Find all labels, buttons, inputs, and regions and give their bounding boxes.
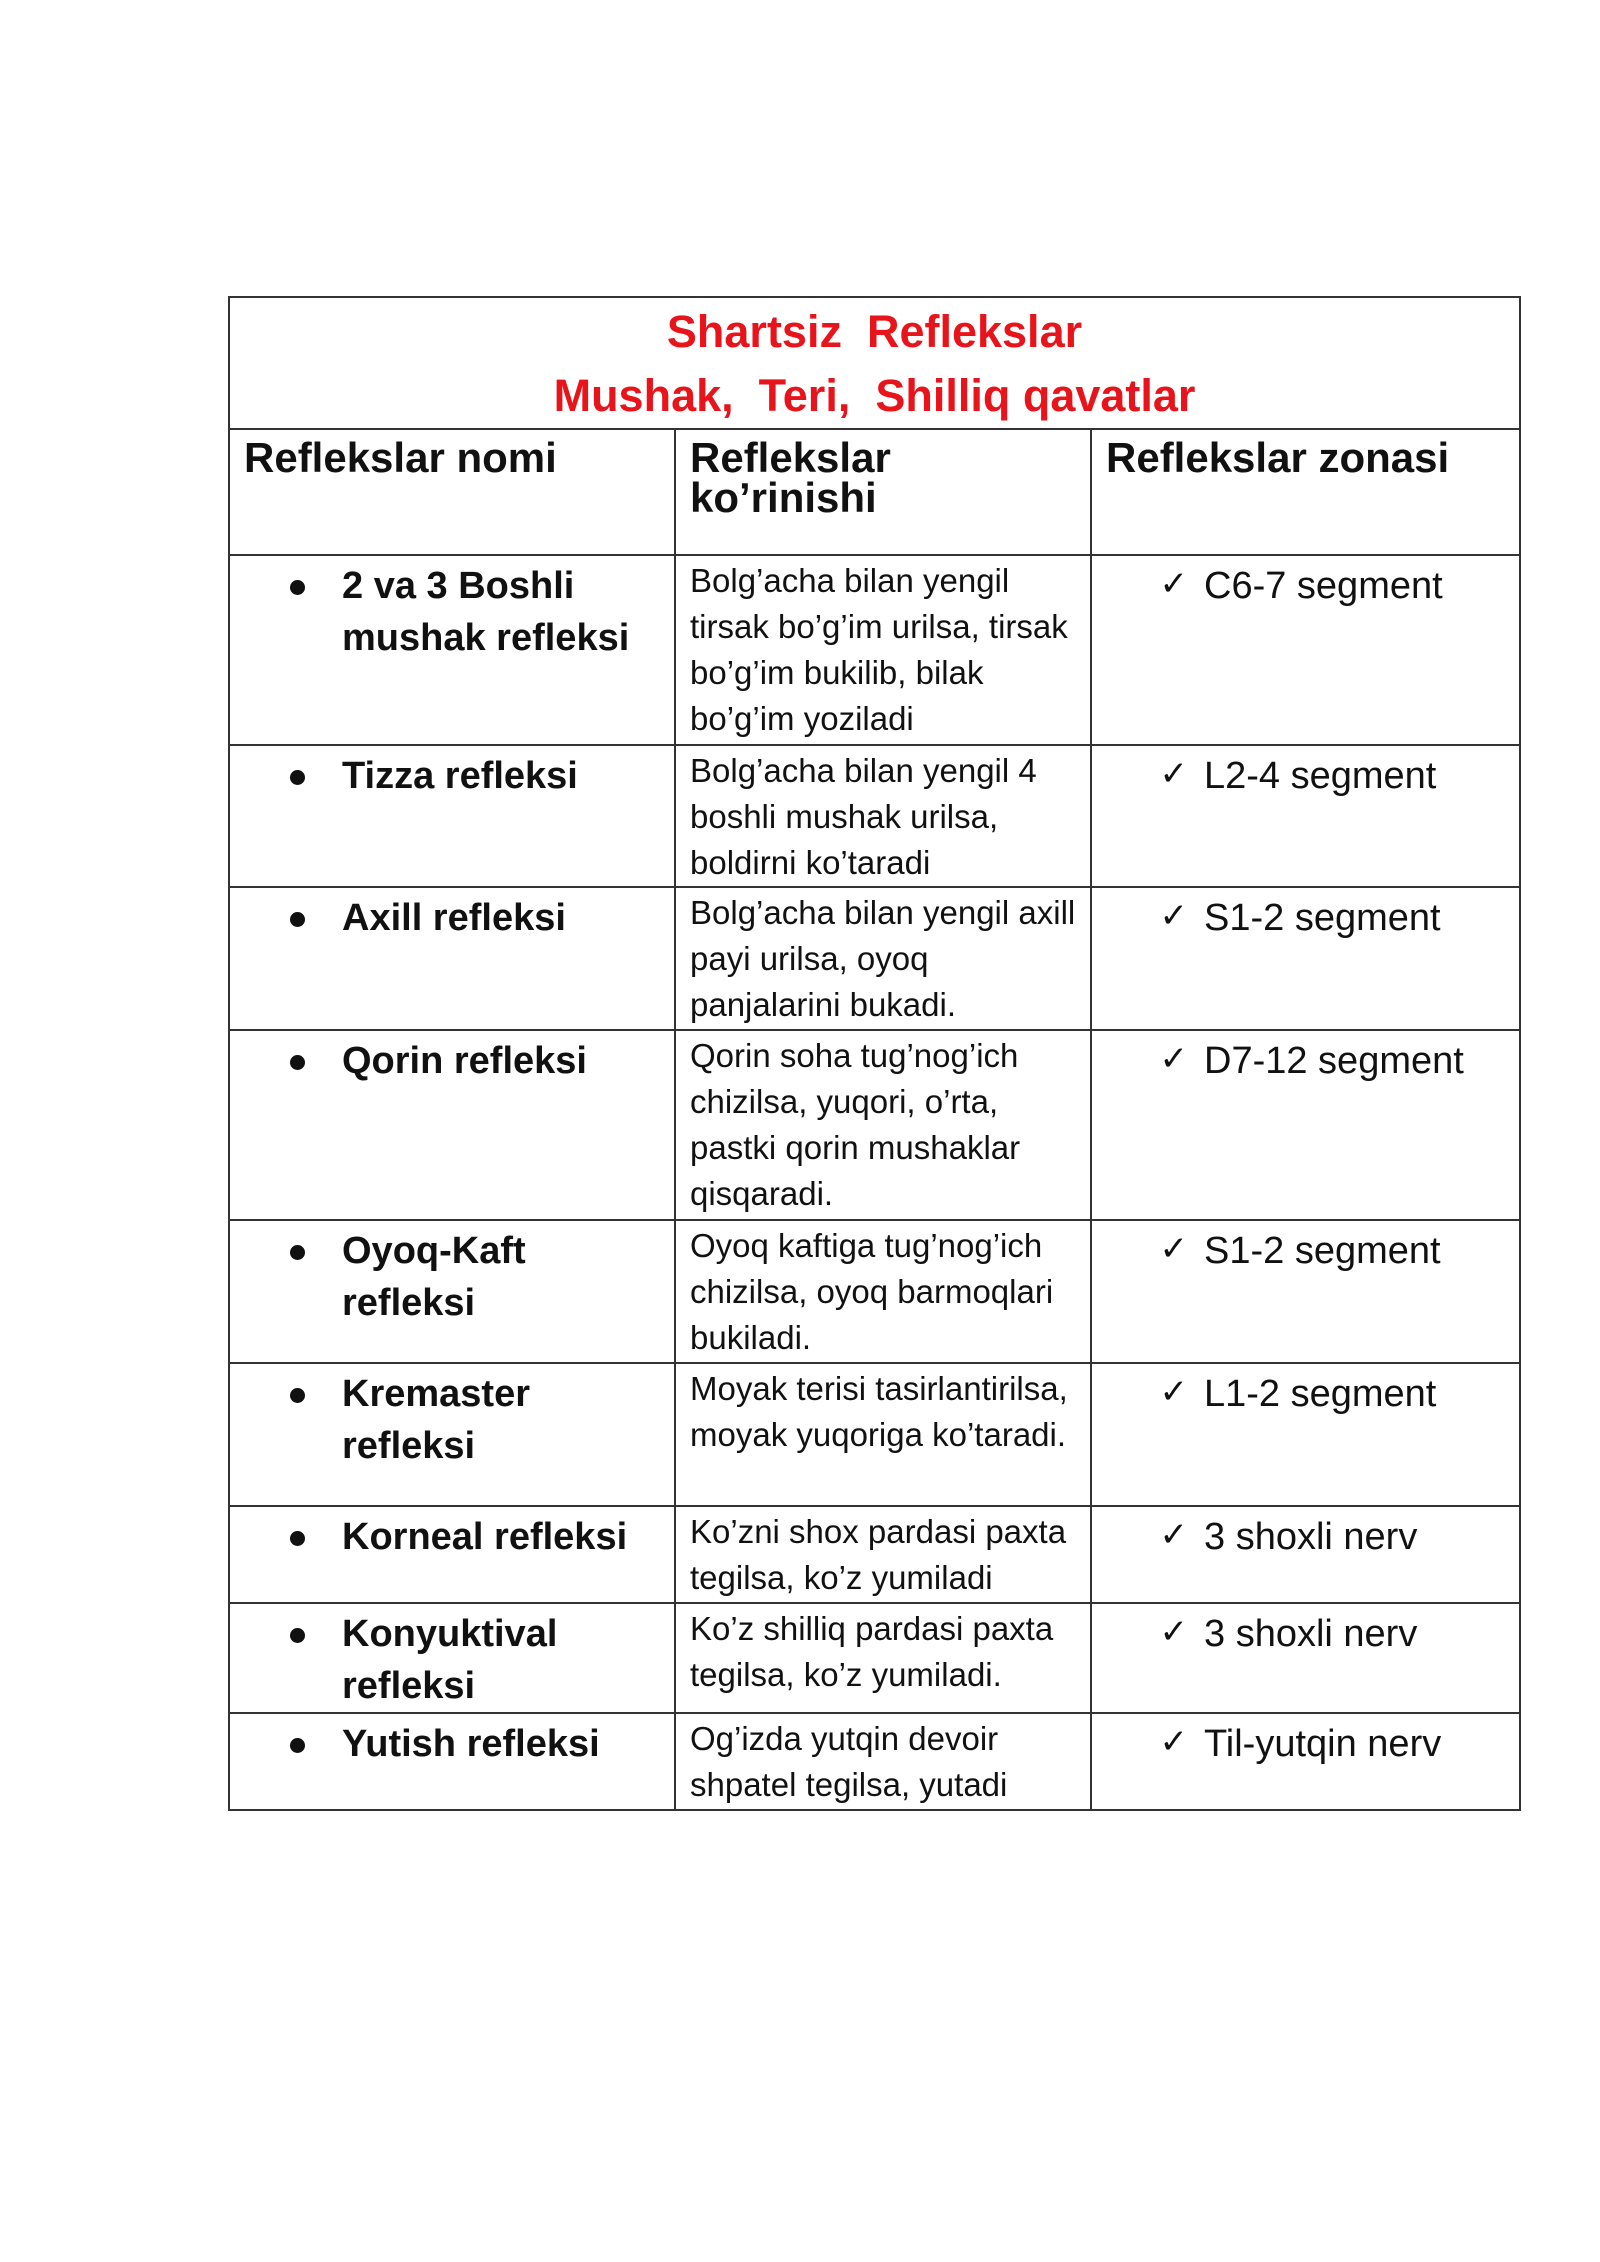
table-title-row: [229, 297, 1520, 429]
checkmark-icon: ✓: [1159, 564, 1188, 604]
reflex-zone: S1-2 segment: [1204, 1230, 1441, 1272]
reflex-zone-cell: [1091, 1030, 1520, 1220]
reflex-zone: 3 shoxli nerv: [1204, 1516, 1418, 1558]
reflex-description: Bolg’acha bilan yengil tirsak bo’g’im urilsa, tirsak bo’g’im bukilib, bilak bo’g’im yoziladi: [675, 555, 1091, 745]
reflex-zone: S1-2 segment: [1204, 897, 1441, 939]
reflex-name: Oyoq-Kaft refleksi: [342, 1230, 526, 1324]
bullet-dot-icon: [230, 560, 342, 612]
table-header-row: [229, 429, 1520, 555]
table-title: [229, 297, 1520, 429]
reflex-name: Tizza refleksi: [342, 755, 578, 797]
header-zone: Reflekslar zonasi: [1091, 429, 1520, 555]
reflex-zone-cell: [1091, 1220, 1520, 1363]
reflex-table: [228, 296, 1521, 1811]
reflex-name: Korneal refleksi: [342, 1516, 628, 1558]
table-row: [229, 887, 1520, 1030]
reflex-description: Ko’zni shox pardasi paxta tegilsa, ko’z yumiladi: [675, 1506, 1091, 1603]
header-name: Reflekslar nomi: [229, 429, 675, 555]
bullet-dot-icon: [230, 1035, 342, 1087]
reflex-name: Axill refleksi: [342, 897, 566, 939]
reflex-zone: 3 shoxli nerv: [1204, 1613, 1418, 1655]
reflex-name: 2 va 3 Boshli mushak refleksi: [342, 565, 630, 659]
reflex-name-cell: [229, 1506, 675, 1603]
title-line-2: Mushak, Teri, Shilliq qavatlar: [553, 370, 1196, 421]
table-row: [229, 1713, 1520, 1810]
table-row: [229, 1220, 1520, 1363]
reflex-name-cell: [229, 1603, 675, 1713]
checkmark-icon: ✓: [1159, 754, 1188, 794]
reflex-name-cell: [229, 887, 675, 1030]
header-view: Reflekslar ko’rinishi: [675, 429, 1091, 555]
checkmark-icon: ✓: [1159, 1229, 1188, 1269]
reflex-zone-cell: [1091, 555, 1520, 745]
table-row: [229, 555, 1520, 745]
reflex-name-cell: [229, 1713, 675, 1810]
table-row: [229, 1030, 1520, 1220]
reflex-name: Qorin refleksi: [342, 1040, 587, 1082]
reflex-description: Bolg’acha bilan yengil axill payi urilsa, oyoq panjalarini bukadi.: [675, 887, 1091, 1030]
bullet-dot-icon: [230, 1368, 342, 1420]
checkmark-icon: ✓: [1159, 1515, 1188, 1555]
checkmark-icon: ✓: [1159, 1612, 1188, 1652]
reflex-name-cell: [229, 745, 675, 887]
table-row: [229, 1363, 1520, 1506]
bullet-dot-icon: [230, 1511, 342, 1563]
reflex-name-cell: [229, 1363, 675, 1506]
table-row: [229, 745, 1520, 887]
reflex-zone-cell: [1091, 1363, 1520, 1506]
checkmark-icon: ✓: [1159, 1039, 1188, 1079]
reflex-description: Moyak terisi tasirlantirilsa, moyak yuqoriga ko’taradi.: [675, 1363, 1091, 1506]
reflex-description: Oyoq kaftiga tug’nog’ich chizilsa, oyoq barmoqlari bukiladi.: [675, 1220, 1091, 1363]
reflex-zone-cell: [1091, 887, 1520, 1030]
reflex-zone: D7-12 segment: [1204, 1040, 1464, 1082]
bullet-dot-icon: [230, 1225, 342, 1277]
reflex-name: Yutish refleksi: [342, 1723, 600, 1765]
reflex-zone-cell: [1091, 1713, 1520, 1810]
reflex-description: Qorin soha tug’nog’ich chizilsa, yuqori, o’rta, pastki qorin mushaklar qisqaradi.: [675, 1030, 1091, 1220]
checkmark-icon: ✓: [1159, 1372, 1188, 1412]
reflex-zone: L1-2 segment: [1204, 1373, 1437, 1415]
bullet-dot-icon: [230, 1608, 342, 1660]
reflex-zone-cell: [1091, 1506, 1520, 1603]
reflex-zone-cell: [1091, 1603, 1520, 1713]
table-row: [229, 1506, 1520, 1603]
checkmark-icon: ✓: [1159, 896, 1188, 936]
reflex-zone: C6-7 segment: [1204, 565, 1443, 607]
checkmark-icon: ✓: [1159, 1722, 1188, 1762]
reflex-zone: Til-yutqin nerv: [1204, 1723, 1442, 1765]
reflex-name: Kremaster refleksi: [342, 1373, 530, 1467]
reflex-description: Og’izda yutqin devoir shpatel tegilsa, yutadi: [675, 1713, 1091, 1810]
bullet-dot-icon: [230, 1718, 342, 1770]
reflex-description: Ko’z shilliq pardasi paxta tegilsa, ko’z yumiladi.: [675, 1603, 1091, 1713]
reflex-name-cell: [229, 1030, 675, 1220]
reflex-name-cell: [229, 1220, 675, 1363]
title-line-1: Shartsiz Reflekslar: [666, 306, 1083, 357]
reflex-zone: L2-4 segment: [1204, 755, 1437, 797]
reflex-name: Konyuktival refleksi: [342, 1613, 558, 1707]
reflex-zone-cell: [1091, 745, 1520, 887]
bullet-dot-icon: [230, 892, 342, 944]
reflex-description: Bolg’acha bilan yengil 4 boshli mushak urilsa, boldirni ko’taradi: [675, 745, 1091, 887]
reflex-name-cell: [229, 555, 675, 745]
bullet-dot-icon: [230, 750, 342, 802]
table-row: [229, 1603, 1520, 1713]
